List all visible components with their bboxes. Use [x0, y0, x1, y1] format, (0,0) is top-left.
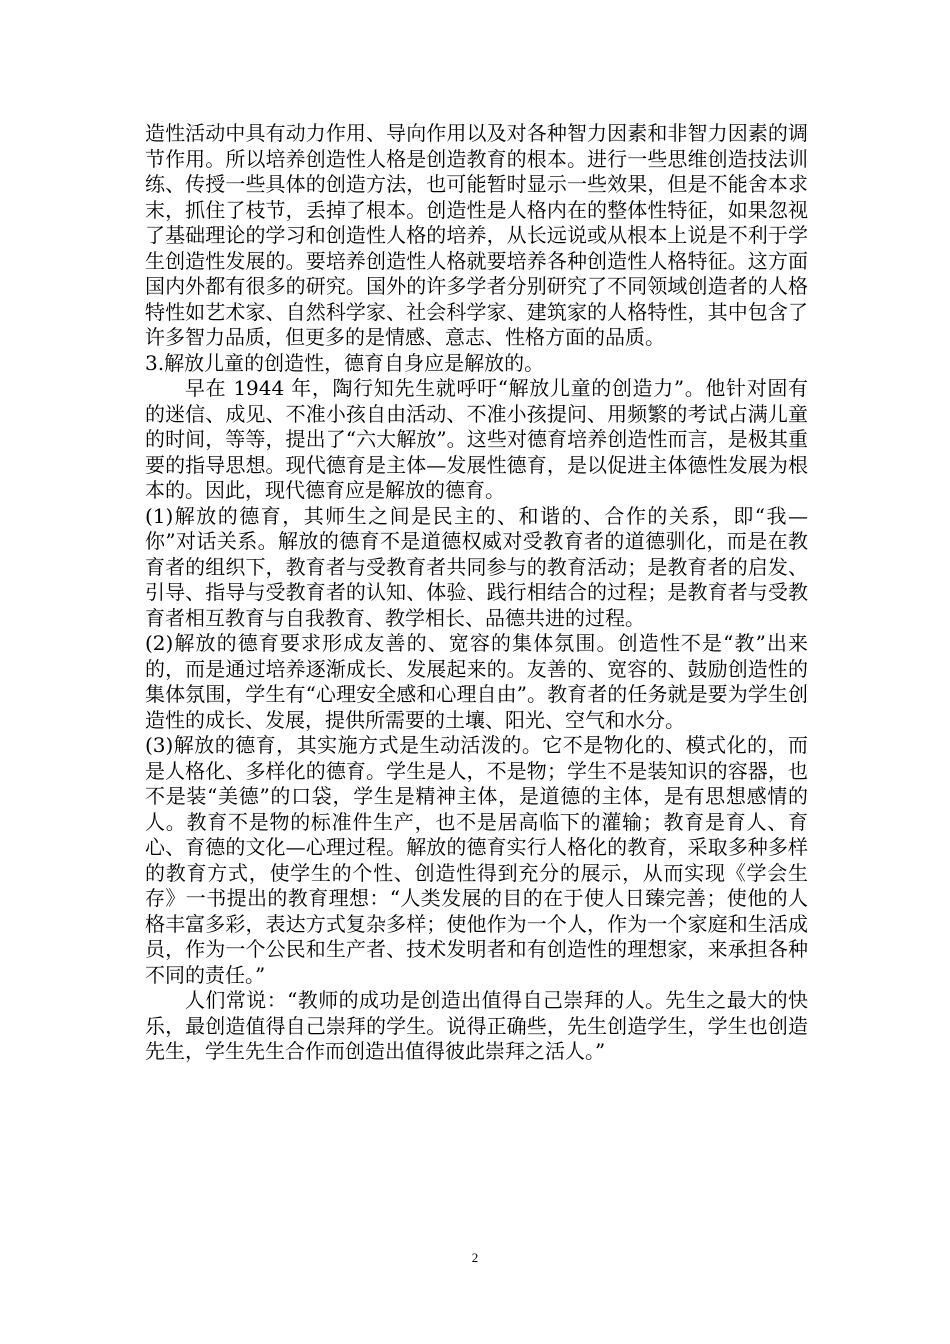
- paragraph-point-3: (3)解放的德育，其实施方式是生动活泼的。它不是物化的、模式化的，而是人格化、多样化的德育。学生是人，不是物；学生不是装知识的容器，也不是装“美德”的口袋，学生是精神主体，是道德的主体，是有思想感情的人。教育不是物的标准件生产，也不是居高临下的灌输；教育是育人、育心、育德的文化—心理过程。解放的德育实行人格化的教育，采取多种多样的教育方式，使学生的个性、创造性得到充分的展示，从而实现《学会生存》一书提出的教育理想：“人类发展的目的在于使人日臻完善；使他的人格丰富多彩，表达方式复杂多样；使他作为一个人，作为一个家庭和生活成员，作为一个公民和生产者、技术发明者和有创造性的理想家，来承担各种不同的责任。”: [145, 733, 808, 987]
- page-number: 2: [471, 1250, 479, 1265]
- paragraph-point-1: (1)解放的德育，其师生之间是民主的、和谐的、合作的关系，即“我—你”对话关系。解放的德育不是道德权威对受教育者的道德驯化，而是在教育者的组织下，教育者与受教育者共同参与的教育活动；是教育者的启发、引导、指导与受教育者的认知、体验、践行相结合的过程；是教育者与受教育者相互教育与自我教育、教学相长、品德共进的过程。: [145, 503, 808, 630]
- paragraph-closing-quote: 人们常说：“教师的成功是创造出值得自己崇拜的人。先生之最大的快乐，最创造值得自己崇拜的学生。说得正确些，先生创造学生，学生也创造先生，学生先生合作而创造出值得彼此崇拜之活人。”: [145, 988, 808, 1063]
- paragraph-creative-personality: 造性活动中具有动力作用、导向作用以及对各种智力因素和非智力因素的调节作用。所以培养创造性人格是创造教育的根本。进行一些思维创造技法训练、传授一些具体的创造方法，也可能暂时显示一些效果，但是不能舍本求末，抓住了枝节，丢掉了根本。创造性是人格内在的整体性特征，如果忽视了基础理论的学习和创造性人格的培养，从长远说或从根本上说是不利于学生创造性发展的。要培养创造性人格就要培养各种创造性人格特征。这方面国内外都有很多的研究。国外的许多学者分别研究了不同领域创造者的人格特性如艺术家、自然科学家、社会科学家、建筑家的人格特性，其中包含了许多智力品质，但更多的是情感、意志、性格方面的品质。: [145, 121, 808, 349]
- body-text: [145, 121, 808, 1065]
- paragraph-point-2: (2)解放的德育要求形成友善的、宽容的集体氛围。创造性不是“教”出来的，而是通过培养逐渐成长、发展起来的。友善的、宽容的、鼓励创造性的集体氛围，学生有“心理安全感和心理自由”。教育者的任务就是要为学生创造性的成长、发展，提供所需要的土壤、阳光、空气和水分。: [145, 631, 808, 732]
- paragraph-tao-xingzhi: 早在 1944 年，陶行知先生就呼吁“解放儿童的创造力”。他针对固有的迷信、成见、不准小孩自由活动、不准小孩提问、用频繁的考试占满儿童的时间，等等，提出了“六大解放”。这些对德育培养创造性而言，是极其重要的指导思想。现代德育是主体—发展性德育，是以促进主体德性发展为根本的。因此，现代德育应是解放的德育。: [145, 376, 808, 502]
- section-heading-liberation: 3.解放儿童的创造性，德育自身应是解放的。: [145, 350, 545, 375]
